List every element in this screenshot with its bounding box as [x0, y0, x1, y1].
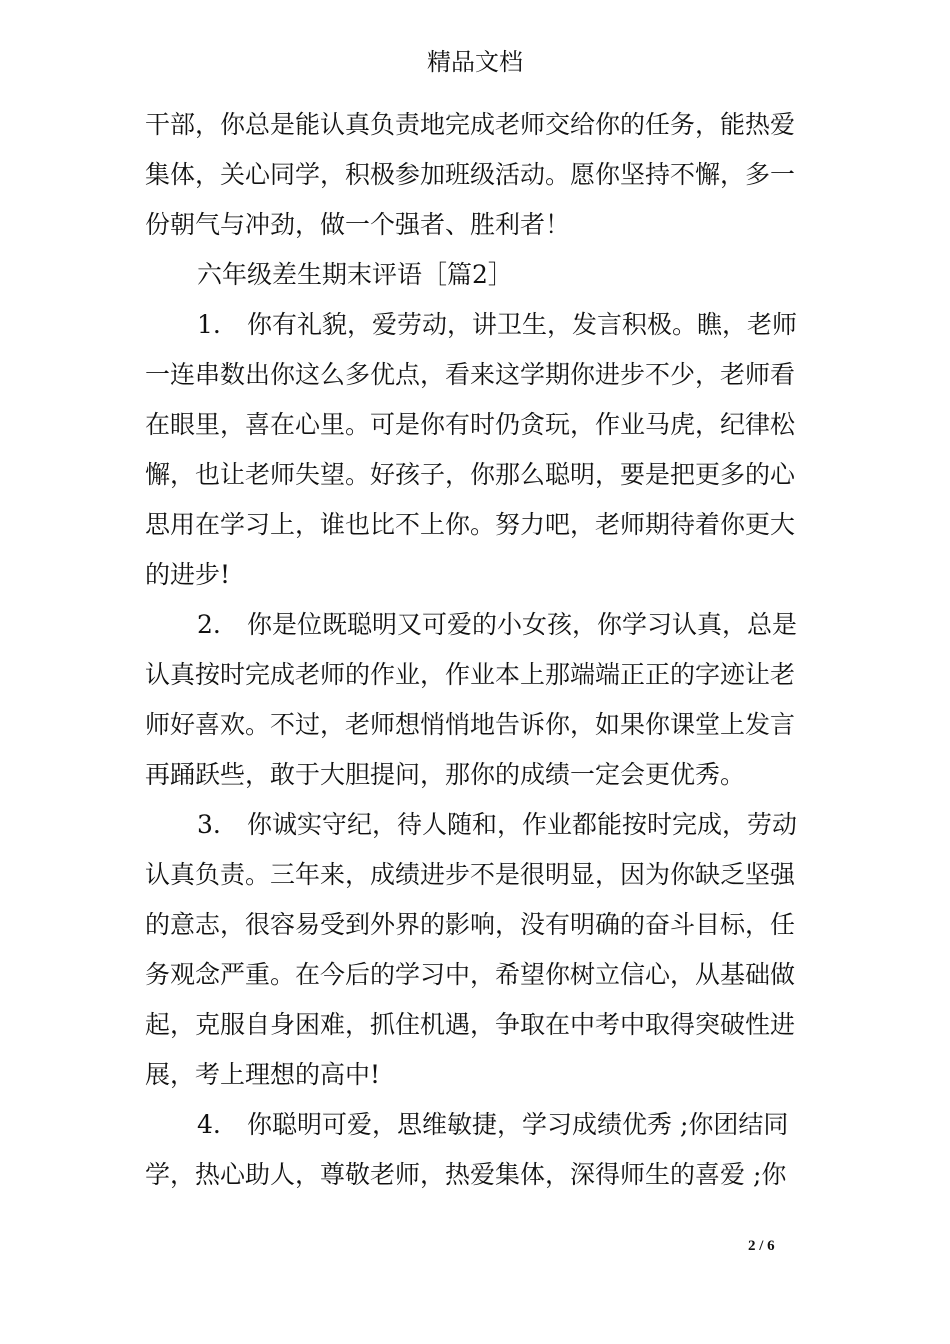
line-text: 集体，关心同学，积极参加班级活动。愿你坚持不懈，多一: [145, 160, 796, 189]
line-text: 一连串数出你这么多优点，看来这学期你进步不少，老师看: [145, 360, 796, 389]
line-text: 你诚实守纪，待人随和，作业都能按时完成，劳动: [247, 810, 798, 839]
line-text: 再踊跃些，敢于大胆提问，那你的成绩一定会更优秀。: [145, 760, 746, 789]
text-line: [145, 900, 810, 950]
text-line: [145, 1100, 810, 1150]
line-text: 的进步!: [145, 560, 231, 589]
text-line: [145, 1150, 810, 1200]
text-line: [145, 300, 810, 350]
line-text: 师好喜欢。不过，老师想悄悄地告诉你，如果你课堂上发言: [145, 710, 796, 739]
text-line: [145, 1000, 810, 1050]
line-text: 认真负责。三年来，成绩进步不是很明显，因为你缺乏坚强: [145, 860, 796, 889]
line-text: 认真按时完成老师的作业，作业本上那端端正正的字迹让老: [145, 660, 796, 689]
line-text: 干部，你总是能认真负责地完成老师交给你的任务，能热爱: [145, 110, 796, 139]
text-line: [145, 100, 810, 150]
line-text: 的意志，很容易受到外界的影响，没有明确的奋斗目标，任: [145, 910, 796, 939]
line-text: 六年级差生期末评语［篇2］: [197, 260, 513, 289]
line-text: 起，克服自身困难，抓住机遇，争取在中考中取得突破性进: [145, 1010, 796, 1039]
paragraph: [145, 250, 810, 300]
text-line: [145, 150, 810, 200]
item-number: 2.: [197, 610, 221, 639]
text-line: [145, 250, 810, 300]
paragraph: [145, 100, 810, 250]
line-text: 务观念严重。在今后的学习中，希望你树立信心，从基础做: [145, 960, 796, 989]
text-line: [145, 350, 810, 400]
page-number: 2 / 6: [748, 1238, 775, 1254]
line-text: 学，热心助人，尊敬老师，热爱集体，深得师生的喜爱 ;你: [145, 1160, 787, 1189]
paragraph: [145, 600, 810, 800]
text-line: [145, 850, 810, 900]
paragraph: [145, 800, 810, 1100]
line-text: 在眼里，喜在心里。可是你有时仍贪玩，作业马虎，纪律松: [145, 410, 796, 439]
line-text: 展，考上理想的高中!: [145, 1060, 381, 1089]
text-line: [145, 950, 810, 1000]
item-number: 1.: [197, 310, 221, 339]
text-line: [145, 750, 810, 800]
line-text: 懈，也让老师失望。好孩子，你那么聪明，要是把更多的心: [145, 460, 796, 489]
text-line: [145, 600, 810, 650]
text-line: [145, 650, 810, 700]
line-text: 你有礼貌，爱劳动，讲卫生，发言积极。瞧，老师: [247, 310, 798, 339]
line-text: 你是位既聪明又可爱的小女孩，你学习认真，总是: [247, 610, 798, 639]
page-header: 精品文档: [427, 48, 523, 76]
paragraph: [145, 300, 810, 600]
line-text: 思用在学习上，谁也比不上你。努力吧，老师期待着你更大: [145, 510, 796, 539]
text-line: [145, 400, 810, 450]
text-line: [145, 200, 810, 250]
text-line: [145, 550, 810, 600]
text-line: [145, 800, 810, 850]
document-body: [145, 100, 810, 1200]
item-number: 4.: [197, 1110, 221, 1139]
line-text: 份朝气与冲劲，做一个强者、胜利者！: [145, 210, 571, 239]
paragraph: [145, 1100, 810, 1200]
text-line: [145, 500, 810, 550]
item-number: 3.: [197, 810, 221, 839]
text-line: [145, 700, 810, 750]
line-text: 你聪明可爱，思维敏捷，学习成绩优秀 ;你团结同: [247, 1110, 789, 1139]
text-line: [145, 1050, 810, 1100]
text-line: [145, 450, 810, 500]
